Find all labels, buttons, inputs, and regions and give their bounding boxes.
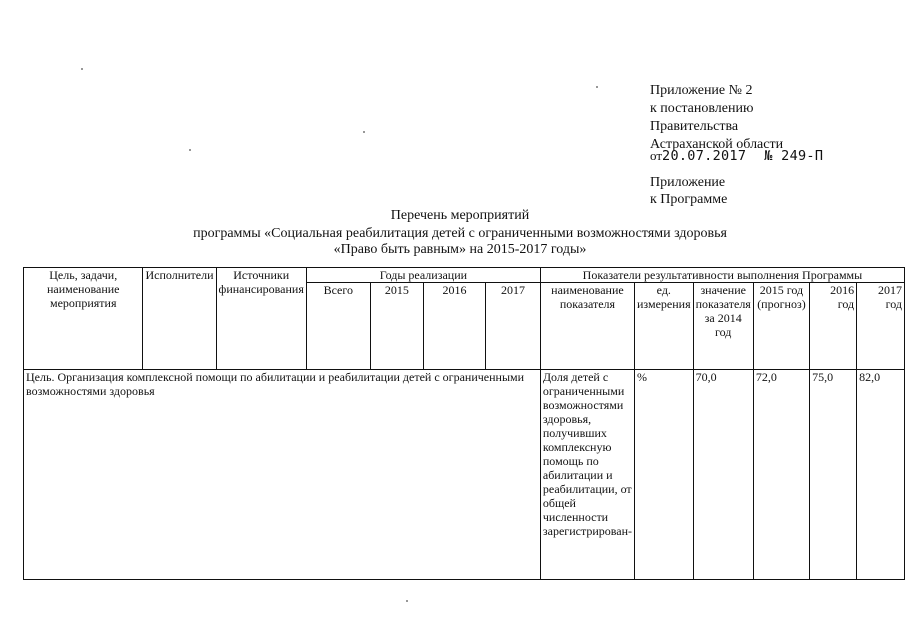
scan-speck xyxy=(406,600,408,602)
appendix-line: к постановлению xyxy=(650,101,754,116)
header-year-2017: 2017 xyxy=(486,283,541,370)
scan-speck xyxy=(189,149,191,151)
indicator-name-cell: Доля детей с ограниченными возможностями здоровья, получивших комплексную помощь по абилитации и реабилитации, от общей численности зарегистрирован- xyxy=(540,370,634,580)
measures-table xyxy=(23,267,905,580)
scan-speck xyxy=(81,68,83,70)
header-indicator-2016: 2016 год xyxy=(810,283,857,370)
appendix-line: Правительства xyxy=(650,119,739,134)
decree-from: от xyxy=(650,148,663,163)
header-executors: Исполнители xyxy=(143,268,216,370)
header-indicator-2017: 2017 год xyxy=(857,283,905,370)
decree-line xyxy=(650,148,823,164)
appendix-line: Астраханской области xyxy=(650,137,784,152)
header-years-group: Годы реализации xyxy=(306,268,540,283)
header-goal: Цель, задачи, наименование мероприятия xyxy=(24,268,143,370)
header-indicator-value-2014: значение показателя за 2014 год xyxy=(693,283,753,370)
indicator-value-2014-cell: 70,0 xyxy=(693,370,753,580)
document-subtitle: программы «Социальная реабилитация детей с ограниченными возможностями здоровья xyxy=(193,226,727,241)
indicator-2016-cell: 75,0 xyxy=(810,370,857,580)
table-header-row xyxy=(24,268,905,283)
program-appendix-block xyxy=(650,174,727,208)
header-year-2015: 2015 xyxy=(370,283,423,370)
program-appendix-line: Приложение xyxy=(650,175,726,190)
goal-cell: Цель. Организация комплексной помощи по абилитации и реабилитации детей с ограниченными возможностями здоровья xyxy=(24,370,541,580)
document-subtitle-2: «Право быть равным» на 2015-2017 годы» xyxy=(333,242,587,257)
header-indicator-2015: 2015 год (прогноз) xyxy=(753,283,809,370)
indicator-unit-cell: % xyxy=(635,370,694,580)
appendix-block xyxy=(650,82,783,154)
program-appendix-line: к Программе xyxy=(650,192,728,207)
header-indicators-group: Показатели результативности выполнения Программы xyxy=(540,268,904,283)
indicator-2017-cell: 82,0 xyxy=(857,370,905,580)
header-indicator-name: наименование показателя xyxy=(540,283,634,370)
appendix-line: Приложение № 2 xyxy=(650,83,753,98)
document-title: Перечень мероприятий xyxy=(390,208,530,223)
indicator-2015-cell: 72,0 xyxy=(753,370,809,580)
table-row xyxy=(24,370,905,580)
header-sources: Источники финансирования xyxy=(216,268,306,370)
scan-speck xyxy=(363,131,365,133)
decree-number: № 249-П xyxy=(764,148,824,164)
header-total: Всего xyxy=(306,283,370,370)
scan-speck xyxy=(596,86,598,88)
decree-date: 20.07.2017 xyxy=(662,148,747,164)
header-year-2016: 2016 xyxy=(424,283,486,370)
header-indicator-unit: ед. измерения xyxy=(635,283,694,370)
